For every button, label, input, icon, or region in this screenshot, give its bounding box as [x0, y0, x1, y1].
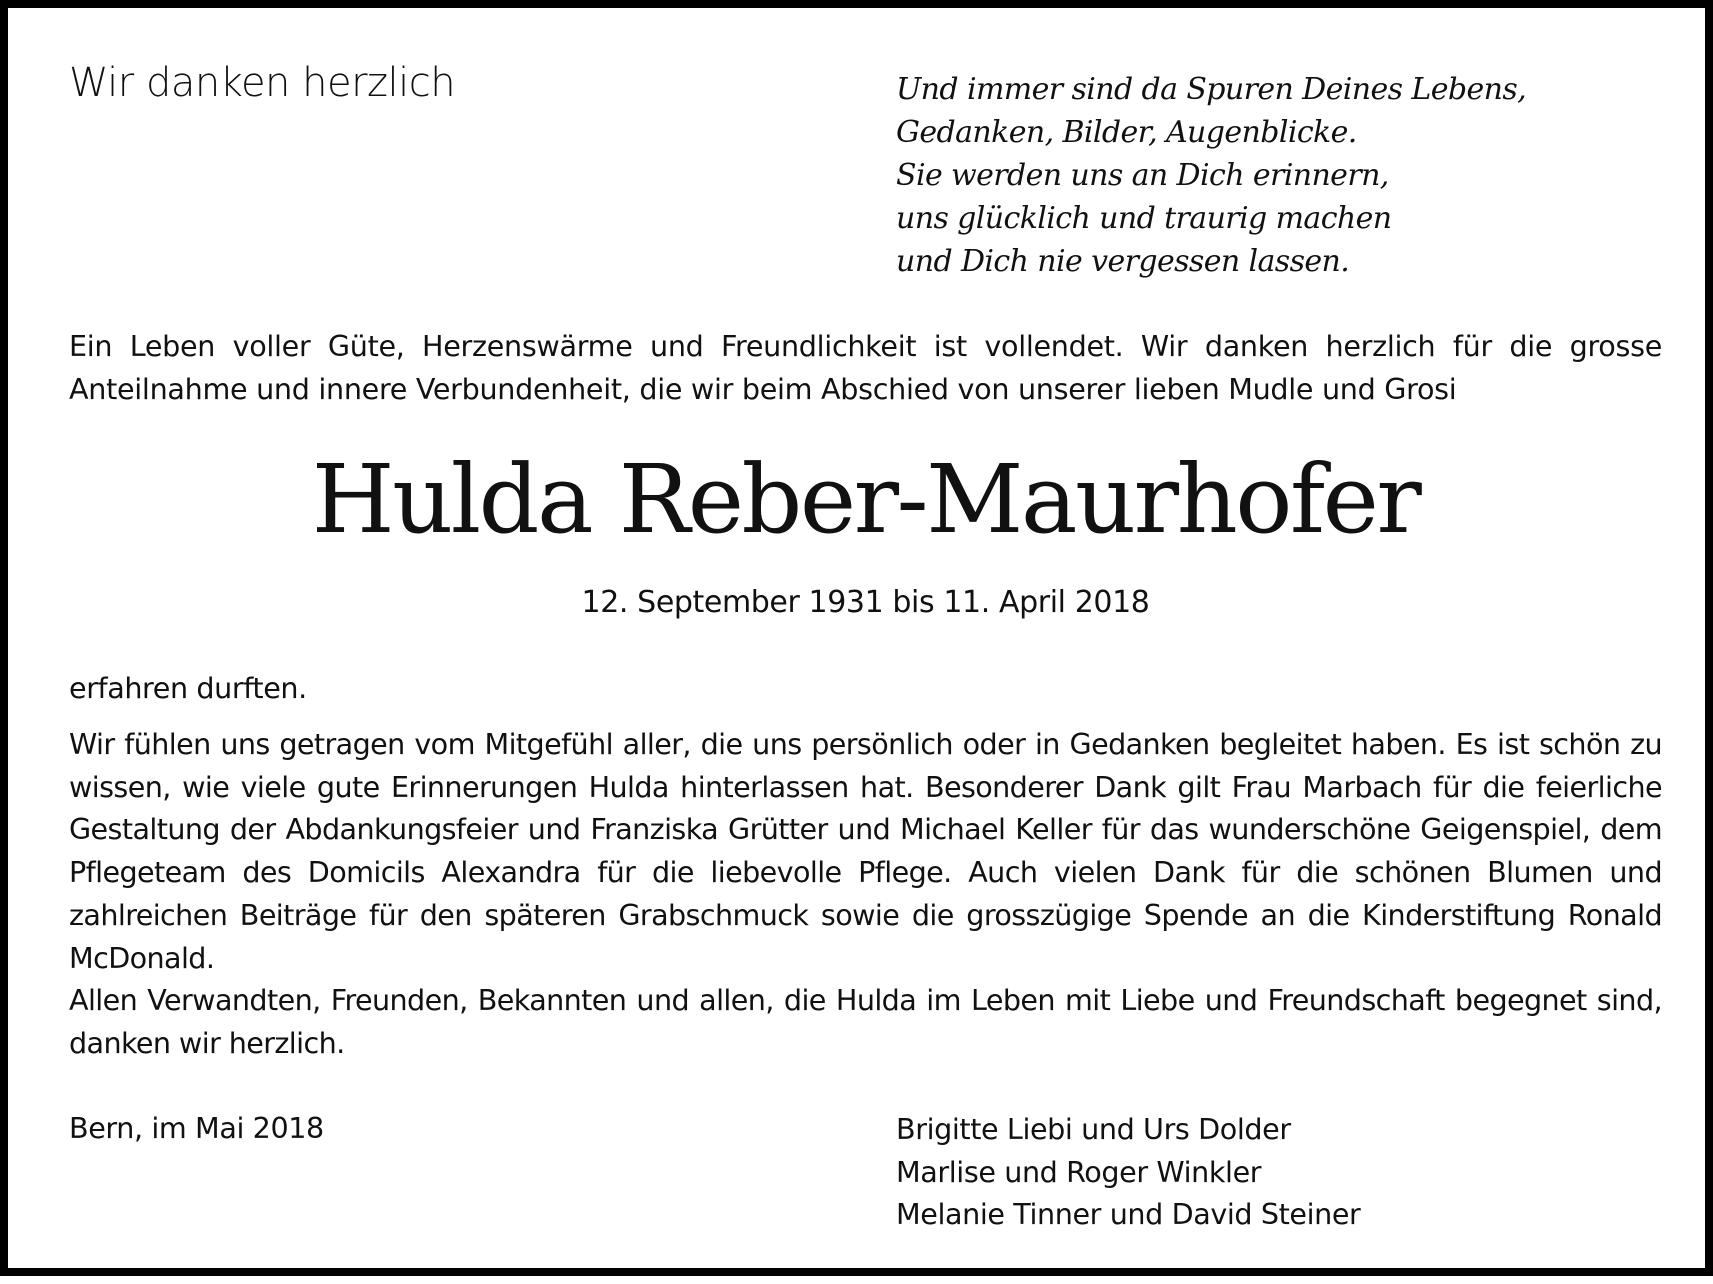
signatories [896, 1108, 1360, 1236]
life-dates: 12. September 1931 bis 11. April 2018 [581, 585, 1150, 620]
poem-line: uns glücklich und traurig machen [896, 201, 1392, 236]
place-date: Bern, im Mai 2018 [69, 1111, 324, 1145]
signatory: Marlise und Roger Winkler [896, 1154, 1262, 1189]
thanks-body [69, 723, 1662, 1065]
signatory: Brigitte Liebi und Urs Dolder [896, 1112, 1291, 1146]
deceased-name: Hulda Reber-Maurhofer [311, 445, 1420, 555]
intro-paragraph: Ein Leben voller Güte, Herzenswärme und Freundlichkeit ist vollendet. Wir danken herzlich für die grosse Anteilnahme und innere Verbundenheit, die wir beim Abschied von unserer lieben Mudle und Grosi [69, 329, 1662, 406]
poem-line: Gedanken, Bilder, Augenblicke. [896, 115, 1357, 150]
poem-line: und Dich nie vergessen lassen. [896, 244, 1350, 279]
signatory: Melanie Tinner und David Steiner [896, 1197, 1361, 1231]
notice-content [69, 8, 1662, 1284]
notice-heading: Wir danken herzlich [69, 60, 456, 106]
thanks-paragraph: Allen Verwandten, Freunden, Bekannten und allen, die Hulda im Leben mit Liebe und Freundschaft begegnet sind, danken wir herzlich. [69, 983, 1662, 1060]
poem-line: Und immer sind da Spuren Deines Lebens, [896, 72, 1527, 107]
poem-line: Sie werden uns an Dich erinnern, [896, 158, 1389, 193]
poem [896, 68, 1526, 283]
intro-paragraph-end: erfahren durften. [69, 671, 307, 705]
thanks-paragraph: Wir fühlen uns getragen vom Mitgefühl aller, die uns persönlich oder in Gedanken begleitet haben. Es ist schön zu wissen, wie viele gute Erinnerungen Hulda hinterlassen hat. Besonderer Dank gilt Frau Marbach für die feierliche Gestaltung der Abdankungsfeier und Franziska Grütter und Michael Keller für das wunderschöne Geigenspiel, dem Pflegeteam des Domicils Alexandra für die liebevolle Pflege. Auch vielen Dank für die schönen Blumen und zahlreichen Beiträge für den späteren Grabschmuck sowie die grosszügige Spende an die Kinderstiftung Ronald McDonald. [69, 727, 1662, 975]
